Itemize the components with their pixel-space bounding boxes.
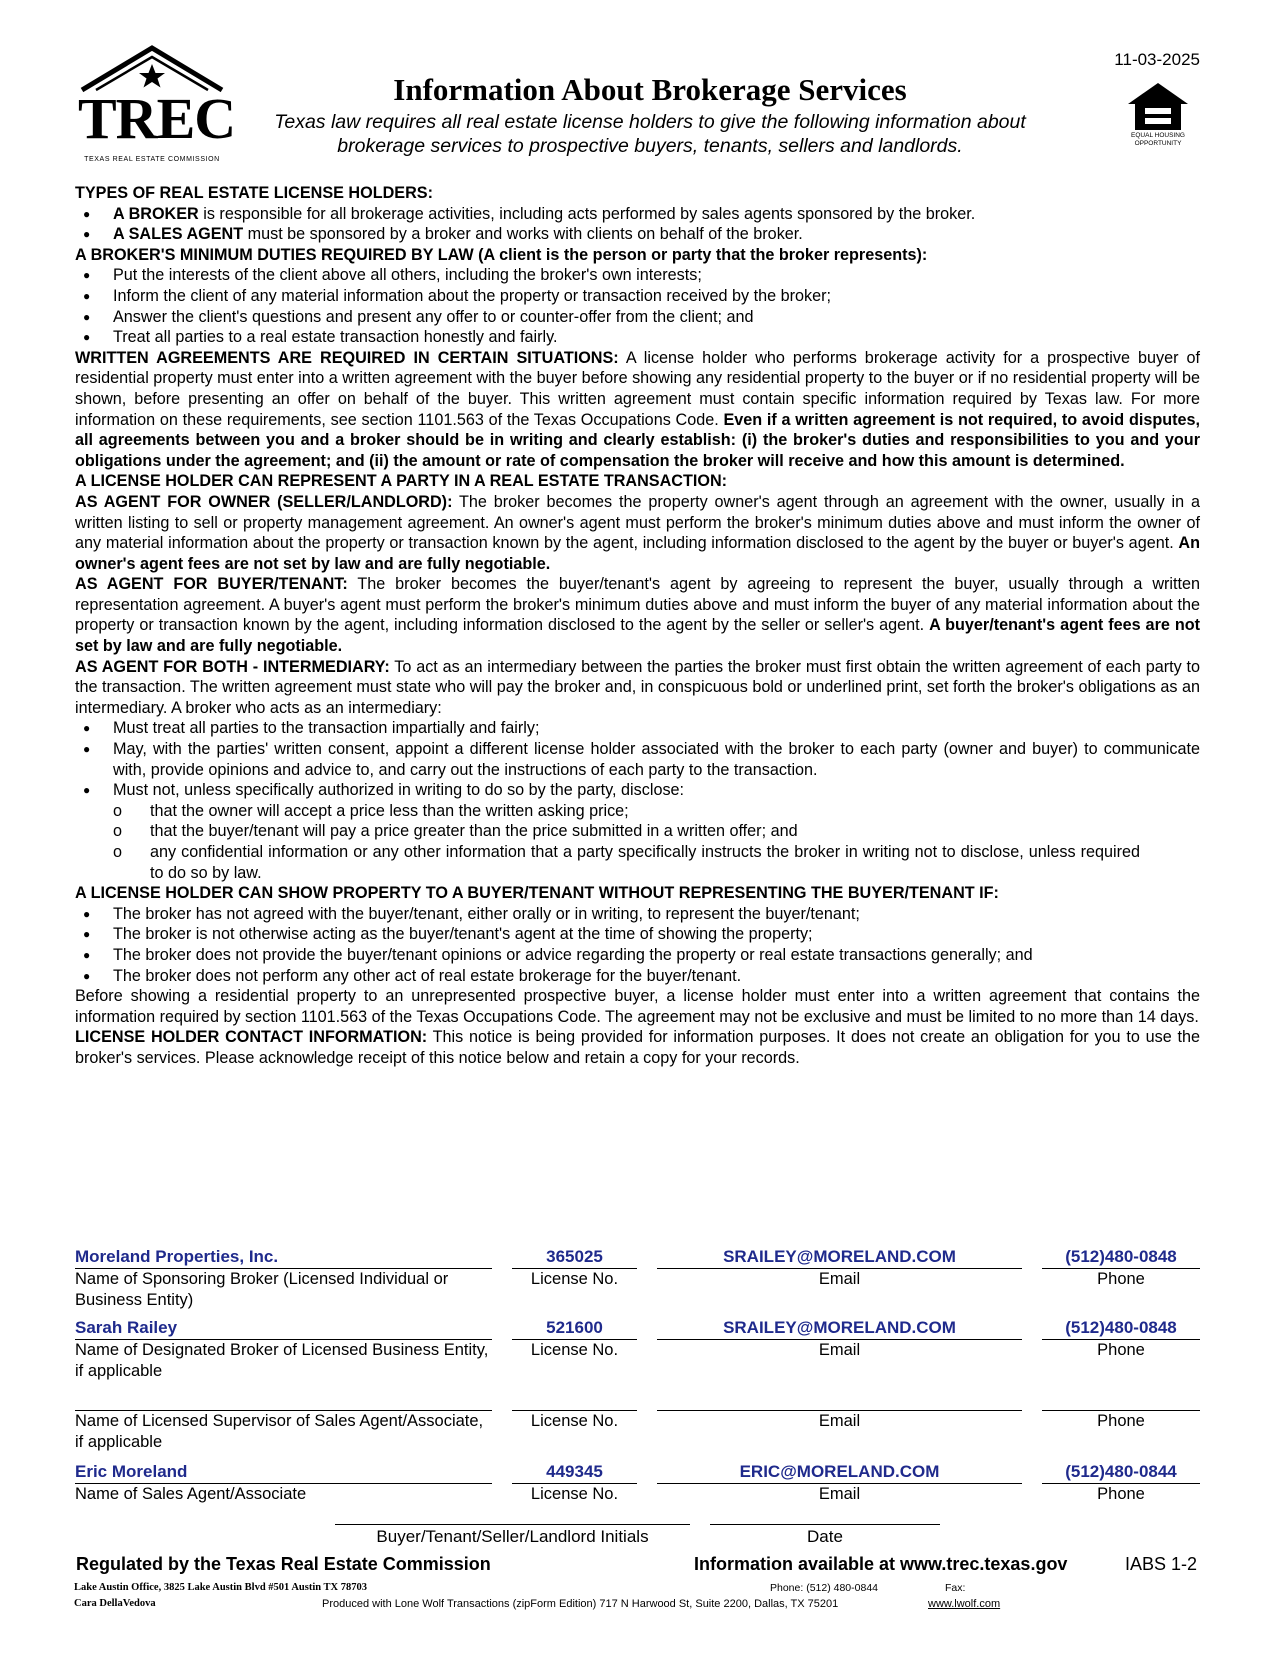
field-label: Phone — [1097, 1341, 1145, 1359]
page-title: Information About Brokerage Services — [393, 72, 907, 107]
sponsoring-broker-license-field[interactable]: 365025 — [512, 1246, 637, 1269]
field-label: Phone — [1097, 1412, 1145, 1430]
sponsoring-broker-row — [75, 1246, 1200, 1326]
list-item — [75, 224, 1200, 245]
equal-housing-caption: EQUAL HOUSING OPPORTUNITY — [1131, 132, 1185, 147]
contact-text: This notice is being provided for information purposes. It does not create an obligation for you to use the broker's services. Please acknowledge receipt of this notice below and retain a copy for your records. — [75, 1028, 1200, 1067]
buyer-agent-text: The broker becomes the buyer/tenant's agent by agreeing to represent the buyer, usually through a written representation agreement. A buyer's agent must perform the broker's minimum duties above and must inform the buyer of any material information about the property or transaction known by the agent, including information disclosed to the agent by the seller or seller's agent. — [75, 575, 1200, 635]
field-label: Name of Sponsoring Broker (Licensed Individual or Business Entity) — [75, 1270, 449, 1309]
duties-list — [75, 265, 1200, 347]
list-item: ● The broker does not provide the buyer/tenant opinions or advice regarding the property or real estate transactions generally; and — [75, 945, 1200, 966]
written-heading: WRITTEN AGREEMENTS ARE REQUIRED IN CERTAIN SITUATIONS: — [75, 348, 619, 367]
field-label: License No. — [530, 1485, 619, 1503]
broker-text: is responsible for all brokerage activities, including acts performed by sales agents sponsored by the broker. — [198, 204, 976, 223]
list-item: ● Must not, unless specifically authorized in writing to do so by the party, disclose: — [75, 780, 1200, 801]
buyer-agent-heading: AS AGENT FOR BUYER/TENANT: — [75, 575, 348, 594]
list-item: ● The broker has not agreed with the buyer/tenant, either orally or in writing, to represent the buyer/tenant; — [75, 904, 1200, 925]
field-label: Name of Designated Broker of Licensed Business Entity, if applicable — [75, 1341, 489, 1380]
list-item: ● The broker does not perform any other act of real estate brokerage for the buyer/tenant. — [75, 966, 1200, 987]
sponsoring-broker-email-field[interactable]: SRAILEY@MORELAND.COM — [657, 1246, 1022, 1269]
show-after-paragraph: Before showing a residential property to an unrepresented prospective buyer, a license holder must enter into a written agreement that contains the information required by section 1101.563 of the Texas Occupations Code. The agreement may not be exclusive and must be limited to no more than 14 days. — [75, 987, 1200, 1026]
supervisor-name-field[interactable] — [75, 1388, 492, 1411]
field-label: Name of Licensed Supervisor of Sales Agent/Associate, if applicable — [75, 1412, 484, 1451]
field-label: Email — [818, 1412, 861, 1430]
list-item: ● Must treat all parties to the transaction impartially and fairly; — [75, 718, 1200, 739]
sales-agent-name-field[interactable]: Eric Moreland — [75, 1461, 492, 1484]
intermediary-text: To act as an intermediary between the parties the broker must first obtain the written agreement of each party to the transaction. The written agreement must state who will pay the broker and, in conspicuous bold or underlined print, set forth the broker's obligations as an intermediary. A broker who acts as an intermediary: — [75, 657, 1200, 717]
list-item: o that the buyer/tenant will pay a price greater than the price submitted in a written offer; and — [75, 821, 1200, 842]
show-heading: A LICENSE HOLDER CAN SHOW PROPERTY TO A BUYER/TENANT WITHOUT REPRESENTING THE BUYER/TENANT IF: — [75, 884, 999, 903]
duties-heading: A BROKER'S MINIMUM DUTIES REQUIRED BY LAW (A client is the person or party that the broker represents): — [75, 245, 928, 264]
field-label: Phone — [1097, 1485, 1145, 1503]
intermediary-sublist — [75, 801, 1200, 883]
logo-wordmark: TREC — [78, 86, 236, 151]
field-label: License No. — [530, 1341, 619, 1359]
list-item: ● Treat all parties to a real estate transaction honestly and fairly. — [75, 327, 1200, 348]
owner-agent-bold-text: An owner's agent fees are not set by law and are fully negotiable. — [75, 534, 1200, 573]
page-subtitle: Texas law requires all real estate license holders to give the following information about brokerage services to prospective buyers, tenants, sellers and landlords. — [274, 111, 1026, 157]
contact-heading: LICENSE HOLDER CONTACT INFORMATION: — [75, 1028, 428, 1047]
supervisor-row — [75, 1388, 1200, 1468]
list-item: ● Put the interests of the client above all others, including the broker's own interests; — [75, 265, 1200, 286]
types-heading: TYPES OF REAL ESTATE LICENSE HOLDERS: — [75, 184, 433, 202]
document-body — [75, 183, 1200, 1069]
supervisor-phone-field[interactable] — [1042, 1388, 1200, 1411]
show-list — [75, 904, 1200, 986]
sales-agent-email-field[interactable]: ERIC@MORELAND.COM — [657, 1461, 1022, 1484]
owner-agent-text: The broker becomes the property owner's agent through an agreement with the owner, usually in a written listing to sell or property management agreement. An owner's agent must perform the broker's minimum duties above and must inform the owner of any material information about the property or transaction known by the agent, including information disclosed to the agent by the buyer or buyer's agent. — [75, 492, 1201, 553]
equal-housing-icon — [1118, 80, 1198, 132]
supervisor-license-field[interactable] — [512, 1388, 637, 1411]
sales-agent-license-field[interactable]: 449345 — [512, 1461, 637, 1484]
office-fax: Fax: — [945, 1582, 966, 1594]
lwolf-link[interactable]: www.lwolf.com — [928, 1598, 1001, 1610]
equal-housing-logo — [1118, 80, 1198, 155]
office-phone: Phone: (512) 480-0844 — [770, 1582, 878, 1594]
office-address: Lake Austin Office, 3825 Lake Austin Blvd #501 Austin TX 78703 — [74, 1582, 367, 1593]
form-date: 11-03-2025 — [1114, 50, 1200, 69]
field-label: Phone — [1097, 1270, 1145, 1288]
regulated-by: Regulated by the Texas Real Estate Commission — [76, 1554, 491, 1574]
field-label: Name of Sales Agent/Associate — [75, 1485, 307, 1503]
buyer-agent-paragraph — [75, 574, 1200, 656]
list-item: ● Answer the client's questions and present any offer to or counter-offer from the client; and — [75, 307, 1200, 328]
agent-text: must be sponsored by a broker and works with clients on behalf of the broker. — [243, 225, 803, 244]
contact-paragraph — [75, 1027, 1200, 1068]
list-item: ● The broker is not otherwise acting as the buyer/tenant's agent at the time of showing the property; — [75, 924, 1200, 945]
initials-field[interactable]: Buyer/Tenant/Seller/Landlord Initials — [335, 1524, 690, 1547]
agent-term: A SALES AGENT — [113, 225, 244, 244]
written-agreements-paragraph — [75, 348, 1200, 472]
field-label: Email — [818, 1485, 861, 1503]
field-label: License No. — [530, 1412, 619, 1430]
designated-broker-email-field[interactable]: SRAILEY@MORELAND.COM — [657, 1317, 1022, 1340]
date-field[interactable]: Date — [710, 1524, 940, 1547]
written-bold-text: Even if a written agreement is not required, to avoid disputes, all agreements between you and a broker should be in writing and clearly establish: (i) the broker's duties and responsibilities to you and your obligations under the agreement; and (ii) the amount or rate of compensation the broker will receive and how this amount is determined. — [75, 410, 1201, 470]
list-item — [75, 204, 1200, 225]
supervisor-email-field[interactable] — [657, 1388, 1022, 1411]
buyer-agent-bold-text: A buyer/tenant's agent fees are not set by law and are fully negotiable. — [75, 616, 1200, 656]
list-item: ● Inform the client of any material information about the property or transaction received by the broker; — [75, 286, 1200, 307]
field-label: Email — [818, 1270, 861, 1288]
designated-broker-name-field[interactable]: Sarah Railey — [75, 1317, 492, 1340]
intermediary-heading: AS AGENT FOR BOTH - INTERMEDIARY: — [75, 657, 390, 676]
sales-agent-phone-field[interactable]: (512)480-0844 — [1042, 1461, 1200, 1484]
designated-broker-phone-field[interactable]: (512)480-0848 — [1042, 1317, 1200, 1340]
types-list — [75, 204, 1200, 245]
owner-agent-paragraph — [75, 492, 1200, 574]
field-label: Email — [818, 1341, 861, 1359]
list-item: o that the owner will accept a price less than the written asking price; — [75, 801, 1200, 822]
intermediary-list — [75, 718, 1200, 800]
trec-logo — [78, 44, 236, 168]
field-label: License No. — [530, 1270, 619, 1288]
info-available: Information available at www.trec.texas.gov — [694, 1554, 1068, 1574]
designated-broker-license-field[interactable]: 521600 — [512, 1317, 637, 1340]
produced-with: Produced with Lone Wolf Transactions (zipForm Edition) 717 N Harwood St, Suite 2200, Dallas, TX 75201 — [322, 1598, 839, 1610]
logo-subtext: TEXAS REAL ESTATE COMMISSION — [84, 156, 220, 163]
owner-agent-heading: AS AGENT FOR OWNER (SELLER/LANDLORD): — [75, 492, 453, 511]
designated-broker-row — [75, 1317, 1200, 1397]
agent-name: Cara DellaVedova — [74, 1598, 156, 1609]
represent-heading: A LICENSE HOLDER CAN REPRESENT A PARTY IN A REAL ESTATE TRANSACTION: — [75, 472, 728, 491]
intermediary-paragraph — [75, 657, 1200, 719]
list-item: o any confidential information or any other information that a party specifically instructs the broker in writing not to disclose, unless required to do so by law. — [75, 842, 1200, 883]
list-item: ● May, with the parties' written consent, appoint a different license holder associated with the broker to each party (owner and buyer) to communicate with, provide opinions and advice to, and carry out the instructions of each party to the transaction. — [75, 739, 1200, 780]
form-id: IABS 1-2 — [1125, 1554, 1198, 1574]
sponsoring-broker-phone-field[interactable]: (512)480-0848 — [1042, 1246, 1200, 1269]
written-text: A license holder who performs brokerage activity for a prospective buyer of residential property must enter into a written agreement with the buyer before showing any residential property to the buyer or if no residential property will be shown, before presenting an offer on behalf of the buyer. This written agreement must contain specific information required by Texas law. For more information on these requirements, see section 1101.563 of the Texas Occupations Code. — [75, 348, 1201, 429]
broker-term: A BROKER — [113, 204, 199, 223]
sponsoring-broker-name-field[interactable]: Moreland Properties, Inc. — [75, 1246, 492, 1269]
